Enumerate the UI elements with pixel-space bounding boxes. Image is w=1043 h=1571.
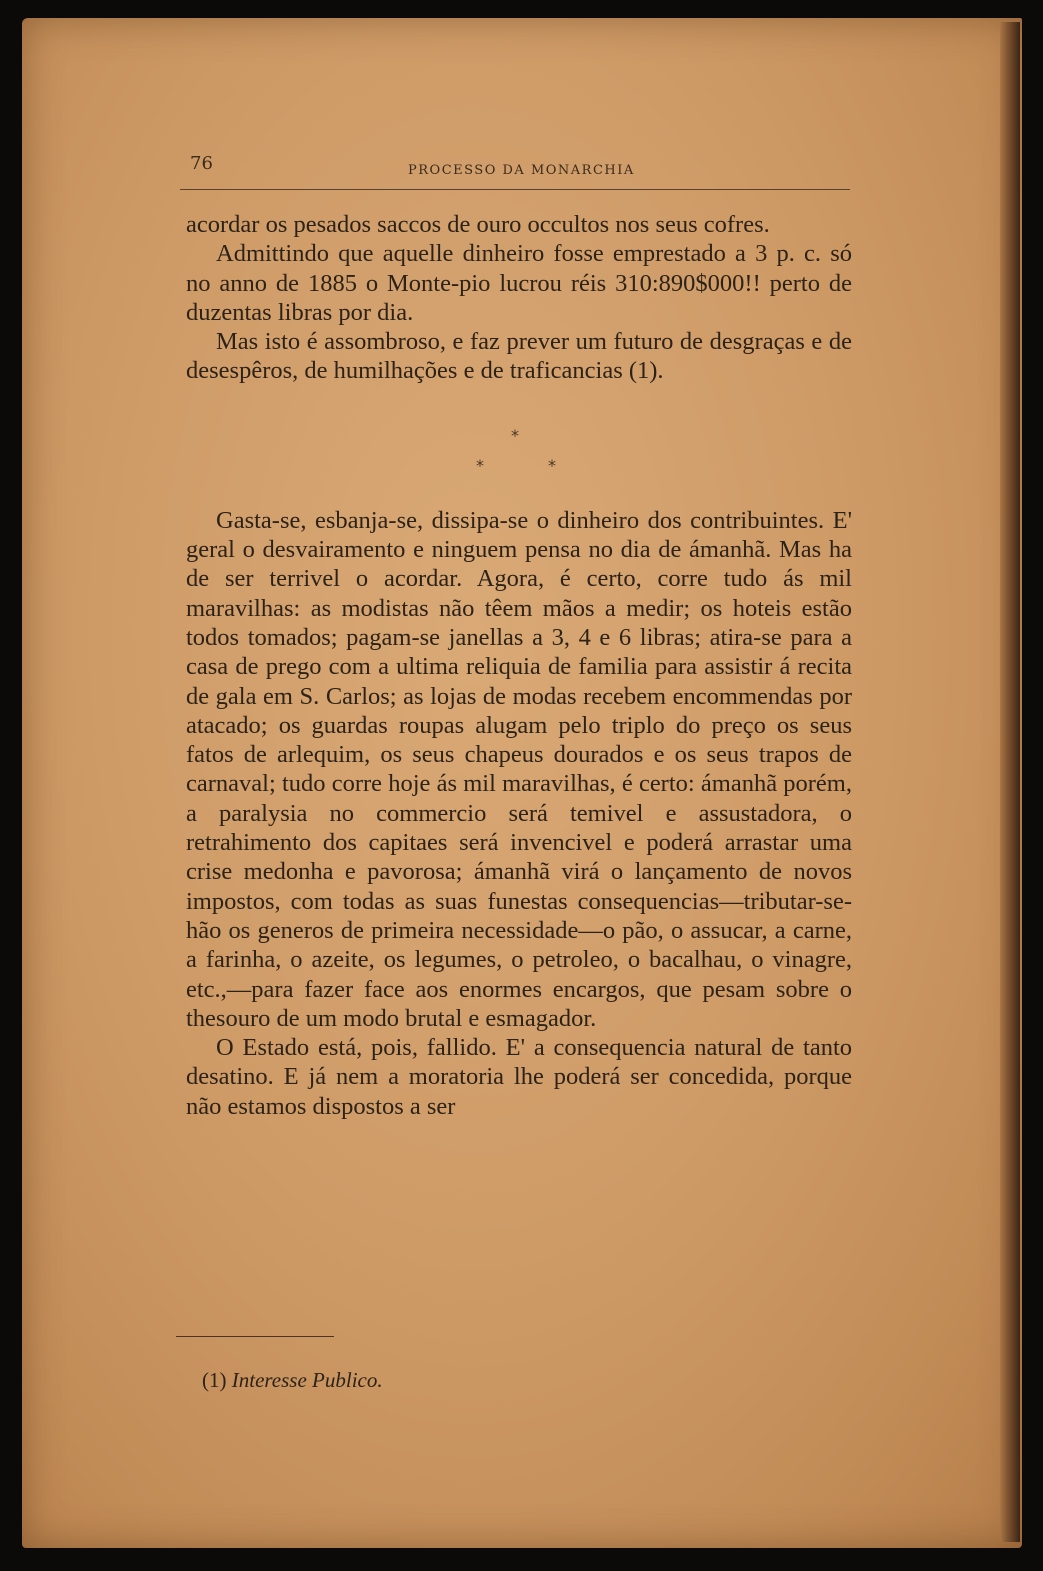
asterism-star: * xyxy=(548,455,556,475)
asterism-divider xyxy=(186,386,852,506)
footnote-rule xyxy=(176,1336,334,1337)
footnote-marker: (1) xyxy=(202,1368,227,1392)
paragraph: Admittindo que aquelle dinheiro fosse emprestado a 3 p. c. só no anno de 1885 o Monte-pio lucrou réis 310:890$000!! perto de duzentas libras por dia. xyxy=(186,240,852,326)
asterism-star: * xyxy=(511,425,519,445)
page-number: 76 xyxy=(190,153,213,174)
asterism-star: * xyxy=(476,455,484,475)
paragraph: O Estado está, pois, fallido. E' a consequencia natural de tanto desatino. E já nem a moratoria lhe poderá ser concedida, porque não estamos dispostos a ser xyxy=(186,1034,852,1120)
paragraph: Gasta-se, esbanja-se, dissipa-se o dinheiro dos contribuintes. E' geral o desvairamento e ninguem pensa no dia de ámanhã. Mas ha de ser terrivel o acordar. Agora, é certo, corre tudo ás mil maravilhas: as modistas não têem mãos a medir; os hoteis estão todos tomados; pagam-se janellas a 3, 4 e 6 libras; atira-se para a casa de prego com a ultima reliquia de familia para assistir á recita de gala em S. Carlos; as lojas de modas recebem encommendas por atacado; os guardas roupas alugam pelo triplo do preço os seus fatos de arlequim, os seus chapeus dourados e os seus trapos de carnaval; tudo corre hoje ás mil maravilhas, é certo: ámanhã porém, a paralysia no commercio será temivel e assustadora, o retrahimento dos capitaes será invencivel e poderá arrastar uma crise medonha e pavorosa; ámanhã virá o lançamento de novos impostos, com todas as suas funestas consequencias—tributar-se-hão os generos de primeira necessidade—o pão, o assucar, a carne, a farinha, o azeite, os legumes, o petroleo, o bacalhau, o vinagre, etc.,—para fazer face aos enormes encargos, que pesam sobre o thesouro de um modo brutal e esmagador. xyxy=(186,506,852,1032)
footnote-text: Interesse Publico. xyxy=(231,1368,383,1392)
body-text xyxy=(186,210,852,1121)
header-rule xyxy=(180,189,850,190)
footnote xyxy=(202,1368,383,1393)
paragraph-continued: acordar os pesados saccos de ouro occultos nos seus cofres. xyxy=(186,211,770,238)
running-title: PROCESSO DA MONARCHIA xyxy=(408,163,635,178)
paragraph: Mas isto é assombroso, e faz prever um futuro de desgraças e de desespêros, de humilhações e de traficancias (1). xyxy=(186,328,852,385)
page-edge xyxy=(1000,22,1020,1542)
running-head xyxy=(168,145,858,195)
